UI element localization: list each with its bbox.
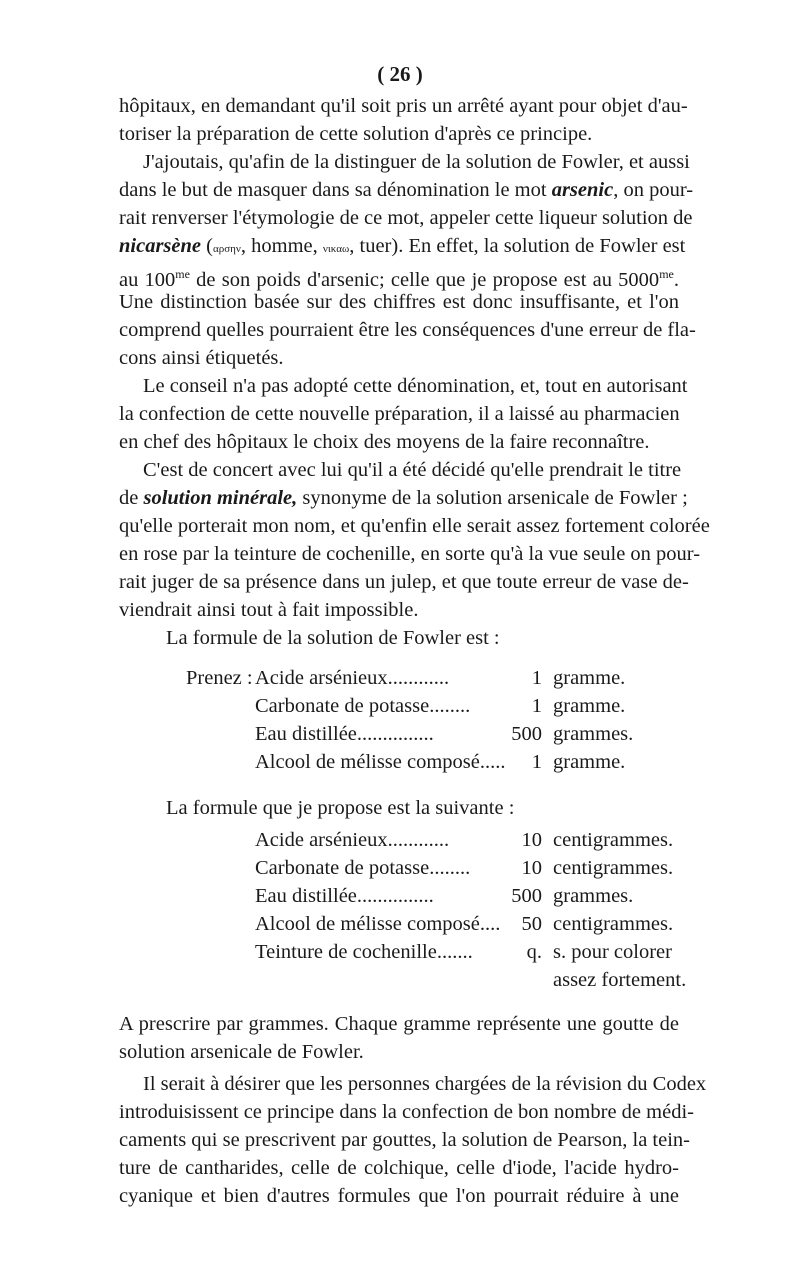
text-line: caments qui se prescrivent par gouttes, la solution de Pearson, la tein- <box>119 1129 690 1151</box>
text-line: introduisissent ce principe dans la confection de bon nombre de médi- <box>119 1101 694 1123</box>
text-line: au $100^{me}$ de son poids d'arsenic; celle que je propose est au $5000^{me}$. <box>119 267 679 291</box>
formula-tail: assez fortement. <box>553 969 687 991</box>
text-line: qu'elle porterait mon nom, et qu'enfin elle serait assez fortement colorée <box>119 515 710 537</box>
greek-word: αρσην <box>212 243 241 255</box>
text-line: comprend quelles pourraient être les conséquences d'une erreur de fla- <box>119 319 696 341</box>
text-line: la confection de cette nouvelle préparation, il a laissé au pharmacien <box>119 403 680 425</box>
text-line: cyanique et bien d'autres formules que l'on pourrait réduire à une <box>119 1185 679 1207</box>
formula-unit: s. pour colorer <box>553 941 672 963</box>
text-line: en chef des hôpitaux le choix des moyens de la faire reconnaître. <box>119 431 650 453</box>
formula-qty: 500 <box>511 723 542 745</box>
page-number: ( 26 ) <box>377 62 423 86</box>
text-line: cons ainsi étiquetés. <box>119 347 284 369</box>
text-line: hôpitaux, en demandant qu'il soit pris un arrêté ayant pour objet d'au- <box>119 95 688 117</box>
formula-qty: 1 <box>531 667 542 689</box>
text-line: dans le but de masquer dans sa dénomination le mot arsenic, on pour- <box>119 179 694 201</box>
formula-item: Carbonate de potasse........ <box>255 695 471 717</box>
text-line: C'est de concert avec lui qu'il a été décidé qu'elle prendrait le titre <box>143 459 682 481</box>
emphasis-solution-minerale: solution minérale, <box>143 487 298 509</box>
text-line: La formule de la solution de Fowler est : <box>166 627 500 649</box>
text-line: toriser la préparation de cette solution d'après ce principe. <box>119 123 593 145</box>
formula-item: Eau distillée............... <box>255 885 434 907</box>
formula-item: Carbonate de potasse........ <box>255 857 471 879</box>
text-line: viendrait ainsi tout à fait impossible. <box>119 599 419 621</box>
text-line: ture de cantharides, celle de colchique, celle d'iode, l'acide hydro- <box>119 1157 679 1179</box>
formula-unit: grammes. <box>553 723 634 745</box>
text-line: de solution minérale, synonyme de la solution arsenicale de Fowler ; <box>119 487 688 509</box>
formula-qty: 10 <box>521 829 542 851</box>
text-line: en rose par la teinture de cochenille, en sorte qu'à la vue seule on pour- <box>119 543 701 565</box>
emphasis-nicarsene: nicarsène <box>119 235 201 257</box>
formula-qty: 10 <box>521 857 542 879</box>
formula-item: Teinture de cochenille....... <box>255 941 473 963</box>
formula-unit: gramme. <box>553 751 626 773</box>
formula-intro: La formule que je propose est la suivante : <box>166 797 515 819</box>
text-line: nicarsène (αρσην, homme, νικαω, tuer). En effet, la solution de Fowler est <box>119 235 686 257</box>
emphasis-arsenic: arsenic <box>551 179 614 201</box>
formula-item: Acide arsénieux............ <box>255 829 450 851</box>
formula-qty: q. <box>526 941 542 963</box>
greek-word: νικαω <box>322 243 350 255</box>
formula-qty: 1 <box>531 751 542 773</box>
formula-qty: 500 <box>511 885 542 907</box>
formula-item: Eau distillée............... <box>255 723 434 745</box>
text-line: rait juger de sa présence dans un julep, et que toute erreur de vase de- <box>119 571 689 593</box>
formula-unit: gramme. <box>553 695 626 717</box>
formula-item: Alcool de mélisse composé..... <box>255 751 506 773</box>
text-line: J'ajoutais, qu'afin de la distinguer de la solution de Fowler, et aussi <box>143 151 690 173</box>
formula-unit: centigrammes. <box>553 857 674 879</box>
text-line: solution arsenicale de Fowler. <box>119 1041 364 1063</box>
formula-unit: gramme. <box>553 667 626 689</box>
formula-unit: centigrammes. <box>553 829 674 851</box>
text-line: Le conseil n'a pas adopté cette dénomination, et, tout en autorisant <box>143 375 688 397</box>
formula-unit: grammes. <box>553 885 634 907</box>
formula-item: Acide arsénieux............ <box>255 667 450 689</box>
formula-qty: 1 <box>531 695 542 717</box>
formula-lead: Prenez : <box>186 667 253 689</box>
formula-unit: centigrammes. <box>553 913 674 935</box>
text-line: Il serait à désirer que les personnes chargées de la révision du Codex <box>143 1073 707 1095</box>
formula-item: Alcool de mélisse composé.... <box>255 913 501 935</box>
text-line: Une distinction basée sur des chiffres est donc insuffisante, et l'on <box>119 291 679 313</box>
text-line: A prescrire par grammes. Chaque gramme représente une goutte de <box>119 1013 679 1035</box>
formula-qty: 50 <box>521 913 542 935</box>
text-line: rait renverser l'étymologie de ce mot, appeler cette liqueur solution de <box>119 207 693 229</box>
